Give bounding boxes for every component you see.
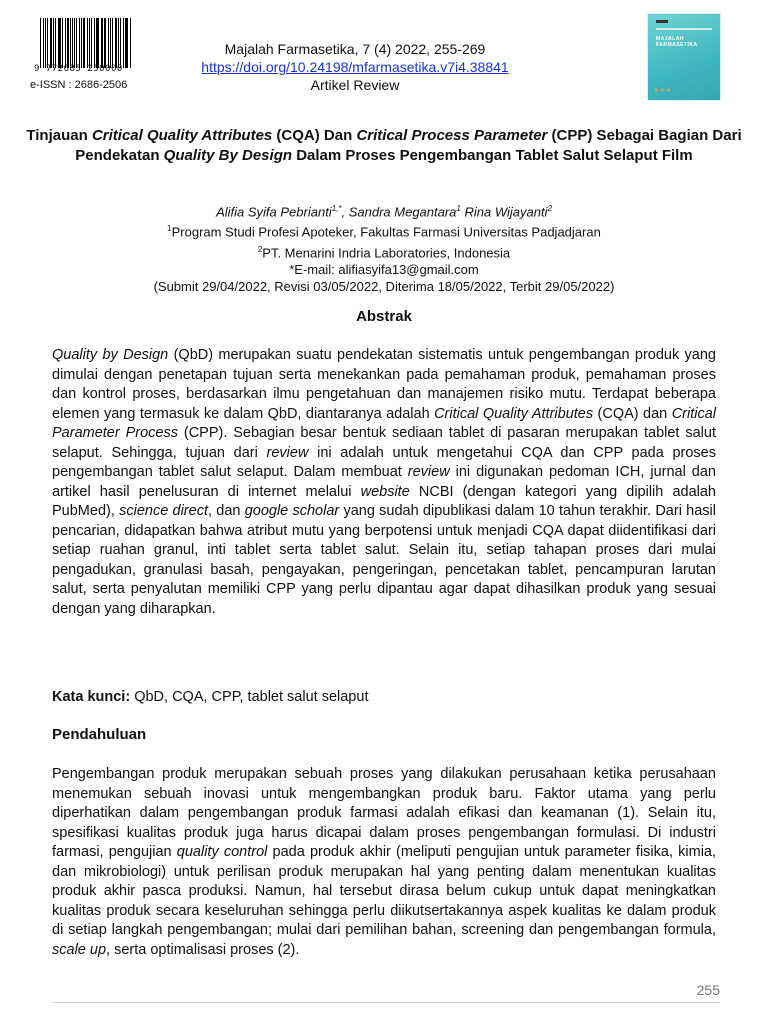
text-run: quality control: [176, 844, 268, 860]
barcode-bar: [94, 18, 95, 68]
barcode-bar: [91, 18, 92, 68]
barcode-bar: [87, 18, 88, 68]
text-run: yang sudah dipublikasi dalam 10 tahun terakhir. Dari hasil pencarian, didapatkan bahwa atribut mutu yang berpotensi untuk menjadi CQA dapat diidentifikasi dari setiap ruahan granul, inti tablet serta tablet salut. Selain itu, setiap tahapan proses dari mulai pengadukan, granulasi basah, pengayakan, pengeringan, pencetakan tablet, pencampuran larutan salut, serta penyalutan memiliki CPP yang perlu dipantau agar dapat dihasilkan produk yang sesuai dengan yang diharapkan.: [52, 503, 716, 617]
text-run: , dan: [207, 503, 245, 519]
barcode-bar: [62, 18, 63, 68]
barcode-bar: [79, 18, 80, 68]
affiliation-1: $^1$Program Studi Profesi Apoteker, Fakultas Farmasi Universitas Padjadjaran: [167, 224, 601, 240]
barcode-bar: [101, 18, 102, 68]
text-run: Pengembangan produk merupakan sebuah proses yang dilakukan perusahaan ketika perusahaan menemukan sebuah inovasi untuk mengembangkan produk baru. Faktor utama yang perlu diperhatikan dalam pengembangan produk farmasi adalah efikasi dan keamanan (1). Selain itu, spesifikasi kualitas produk juga harus dicapai dalam proses pengembangan formulasi. Di industri farmasi, pengujian: [52, 766, 716, 860]
barcode-bar: [65, 18, 66, 68]
barcode-bar: [112, 18, 113, 68]
barcode-bar: [45, 18, 46, 68]
barcode-bar: [72, 18, 73, 68]
barcode: [40, 18, 132, 68]
page-header: [0, 0, 768, 110]
barcode-bar: [126, 18, 127, 68]
abstract-heading: Abstrak: [356, 308, 412, 325]
barcode-bar: [120, 18, 121, 68]
abstract-text: [52, 346, 716, 619]
keywords: [52, 689, 716, 705]
barcode-digits: 9 772685 250000: [34, 64, 123, 74]
barcode-bar: [50, 18, 52, 68]
eissn: e-ISSN : 2686-2506: [30, 79, 128, 91]
barcode-bar: [130, 18, 131, 68]
barcode-bar: [74, 18, 75, 68]
affiliation-2: $^2$PT. Menarini Indria Laboratories, Indonesia: [257, 244, 511, 260]
cover-title: MAJALAH FARMASETIKA: [656, 36, 698, 48]
text-run: (CQA) dan: [593, 405, 672, 422]
barcode-bar: [43, 18, 44, 68]
barcode-bar: [110, 18, 111, 68]
keywords-label: Kata kunci:: [52, 689, 131, 705]
barcode-bar: [53, 18, 54, 68]
text-run: science direct: [119, 503, 208, 519]
journal-citation: Majalah Farmasetika, 7 (4) 2022, 255-269: [224, 41, 486, 57]
barcode-bar: [47, 18, 48, 68]
text-run: Quality by Design: [52, 347, 169, 363]
author-names: Alifia Syifa Pebrianti$^{1,*}$, Sandra Megantara$^1$ Rina Wijayanti$^2$: [216, 204, 552, 220]
footer-divider: [52, 1002, 720, 1003]
barcode-bar: [83, 18, 85, 68]
text-run: (CPP). Sebagian besar bentuk sediaan tablet di pasaran merupakan tablet salut selaput. Sehingga, tujuan dari: [52, 425, 716, 461]
barcode-bar: [118, 18, 119, 68]
barcode-bar: [89, 18, 90, 68]
text-run: Critical Quality Attributes: [434, 405, 594, 422]
text-run: NCBI (dengan kategori yang dipilih adalah PubMed),: [52, 483, 716, 519]
submission-dates: (Submit 29/04/2022, Revisi 03/05/2022, Diterima 18/05/2022, Terbit 29/05/2022): [153, 278, 615, 294]
text-run: pada produk akhir (meliputi pengujian untuk parameter fisika, kimia, dan mikrobiologi) untuk perilisan produk merupakan hal yang penting dalam menentukan kualitas produk akhir pasca produksi. Namun, hal tersebut dirasa belum cukup untuk dapat meningkatkan kualitas produk secara keseluruhan sehingga perlu diikutsertakannya aspek kualitas ke dalam produk di setiap langkah pengembangan; mulai dari pemilihan bahan, screening dan pengembangan formula,: [52, 844, 717, 938]
text-run: (QbD) merupakan suatu pendekatan sistematis untuk pengembangan produk yang dimulai dengan penetapan tujuan serta menekankan pada pemahaman produk, pemahaman proses dan kontrol proses, berdasarkan ilmu pengetahuan dan manajemen risiko mutu. Terdapat beberapa elemen yang termasuk ke dalam QbD, diantaranya adalah: [52, 347, 716, 422]
journal-cover-image: MAJALAH FARMASETIKA ● ● ●: [648, 14, 720, 100]
text-run: Critical Parameter Process: [52, 405, 716, 441]
journal-info: [190, 40, 520, 94]
text-run: ini digunakan pedoman ICH, jurnal dan artikel hasil penelusuran di internet melalui: [52, 464, 716, 500]
article-title: Tinjauan Critical Quality Attributes (CQA) Dan Critical Process Parameter (CPP) Sebagai Bagian Dari Pendekatan Quality By Design Dalam Proses Pengembangan Tablet Salut Selaput Film: [26, 127, 742, 164]
text-run: website: [360, 483, 410, 500]
barcode-bar: [55, 18, 56, 68]
corresponding-email: *E-mail: alifiasyifa13@gmail.com: [289, 261, 479, 277]
section-heading-introduction: Pendahuluan: [52, 726, 147, 743]
text-run: review: [266, 444, 309, 461]
barcode-bar: [125, 18, 126, 68]
barcode-bar: [70, 18, 71, 68]
barcode-bar: [76, 18, 77, 68]
keywords-value: QbD, CQA, CPP, tablet salut selaput: [130, 689, 369, 705]
barcode-bar: [81, 18, 82, 68]
page-number: 255: [696, 982, 720, 998]
text-run: google scholar: [244, 503, 340, 519]
barcode-bar: [115, 18, 117, 68]
barcode-bar: [40, 18, 41, 68]
text-run: , serta optimalisasi proses (2).: [106, 941, 300, 958]
barcode-bar: [97, 18, 99, 68]
text-run: ini adalah untuk mengetahui CQA dan CPP pada proses pengembangan tablet salut selaput. Dalam membuat: [52, 444, 716, 480]
article-type: Artikel Review: [310, 77, 400, 93]
barcode-bar: [123, 18, 124, 68]
text-run: scale up: [52, 941, 107, 958]
introduction-text: [52, 765, 716, 960]
doi-link[interactable]: https://doi.org/10.24198/mfarmasetika.v7i4.38841: [201, 59, 509, 75]
barcode-bar: [58, 18, 59, 68]
barcode-bar: [59, 18, 60, 68]
author-block: [60, 200, 708, 295]
barcode-bar: [104, 18, 105, 68]
barcode-bar: [96, 18, 97, 68]
text-run: review: [407, 464, 450, 480]
barcode-bar: [105, 18, 106, 68]
barcode-bar: [67, 18, 69, 68]
barcode-bar: [108, 18, 109, 68]
